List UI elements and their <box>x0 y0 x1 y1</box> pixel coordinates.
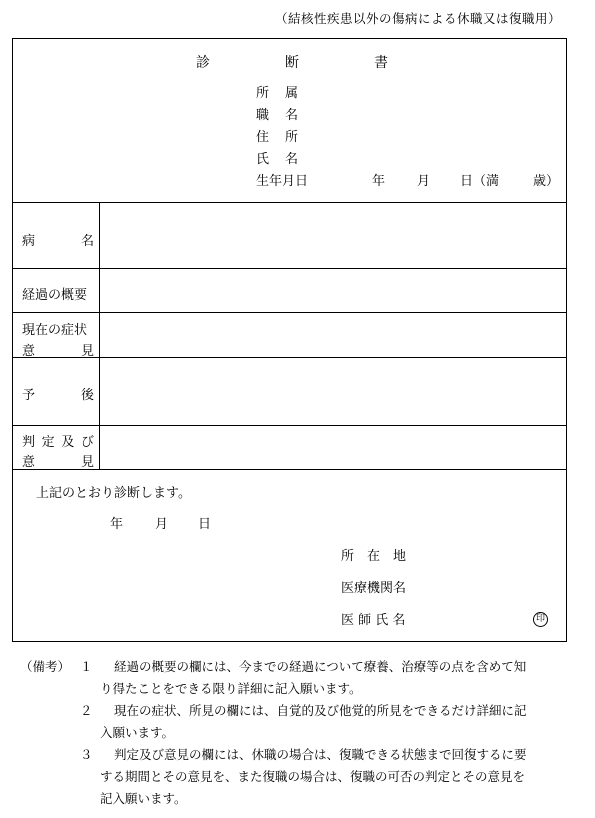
judgment-label-line1: 判 定 及 び <box>22 435 94 450</box>
location-label: 所 在 地 <box>341 549 407 564</box>
prognosis-label: 予 後 <box>22 388 94 403</box>
affiliation-label: 所 属 <box>256 86 298 101</box>
dob-year: 年 <box>372 174 386 189</box>
dob-age: 歳） <box>533 174 560 189</box>
dob-day: 日（満 <box>460 174 500 189</box>
date-month: 月 <box>155 517 169 532</box>
column-divider <box>99 202 100 469</box>
title-char: 診 <box>196 55 210 71</box>
title-char: 書 <box>374 55 388 71</box>
note-text: り得たことをできる限り詳細に記入願います。 <box>100 681 362 696</box>
seal-icon: 印 <box>533 612 548 627</box>
dob-label: 生年月日 <box>256 174 309 189</box>
note-text: 判定及び意見の欄には、休職の場合は、復職できる状態まで回復するに要 <box>114 747 527 762</box>
note-text: 入願います。 <box>100 725 175 740</box>
course-label: 経過の概要 <box>22 288 88 303</box>
doctor-label: 医 師 氏 名 <box>341 613 406 628</box>
note-text: 現在の症状、所見の欄には、自覚的及び他覚的所見をできるだけ詳細に記 <box>114 703 527 718</box>
row-divider <box>12 268 567 269</box>
name-label: 氏 名 <box>256 152 298 167</box>
note-number: ３ <box>80 747 93 762</box>
note-text: 記入願います。 <box>100 791 187 806</box>
remarks-head: （備考） <box>20 659 71 674</box>
note-number: １ <box>80 659 93 674</box>
position-label: 職 名 <box>256 108 298 123</box>
date-day: 日 <box>198 517 212 532</box>
note-text: する期間とその意見を、また復職の場合は、復職の可否の判定とその意見を <box>100 769 526 784</box>
row-divider <box>12 202 567 203</box>
dob-month: 月 <box>417 174 431 189</box>
row-divider <box>12 425 567 426</box>
title-char: 断 <box>285 55 299 71</box>
row-divider <box>12 357 567 358</box>
address-label: 住 所 <box>256 130 298 145</box>
document-title <box>196 52 388 72</box>
date-year: 年 <box>110 517 124 532</box>
institution-label: 医療機関名 <box>341 581 407 596</box>
form-caption: （結核性疾患以外の傷病による休職又は復職用） <box>274 11 561 26</box>
note-number: ２ <box>80 703 93 718</box>
certificate-frame <box>12 38 567 642</box>
judgment-label-line2: 意 見 <box>22 455 94 470</box>
symptoms-label-line2: 意 見 <box>22 344 94 359</box>
note-text: 経過の概要の欄には、今までの経過について療養、治療等の点を含めて知 <box>114 659 527 674</box>
diagnosis-statement: 上記のとおり診断します。 <box>36 486 191 501</box>
disease-label: 病 名 <box>22 234 94 249</box>
row-divider <box>12 312 567 313</box>
symptoms-label-line1: 現在の症状 <box>22 323 88 338</box>
row-divider <box>12 469 567 470</box>
